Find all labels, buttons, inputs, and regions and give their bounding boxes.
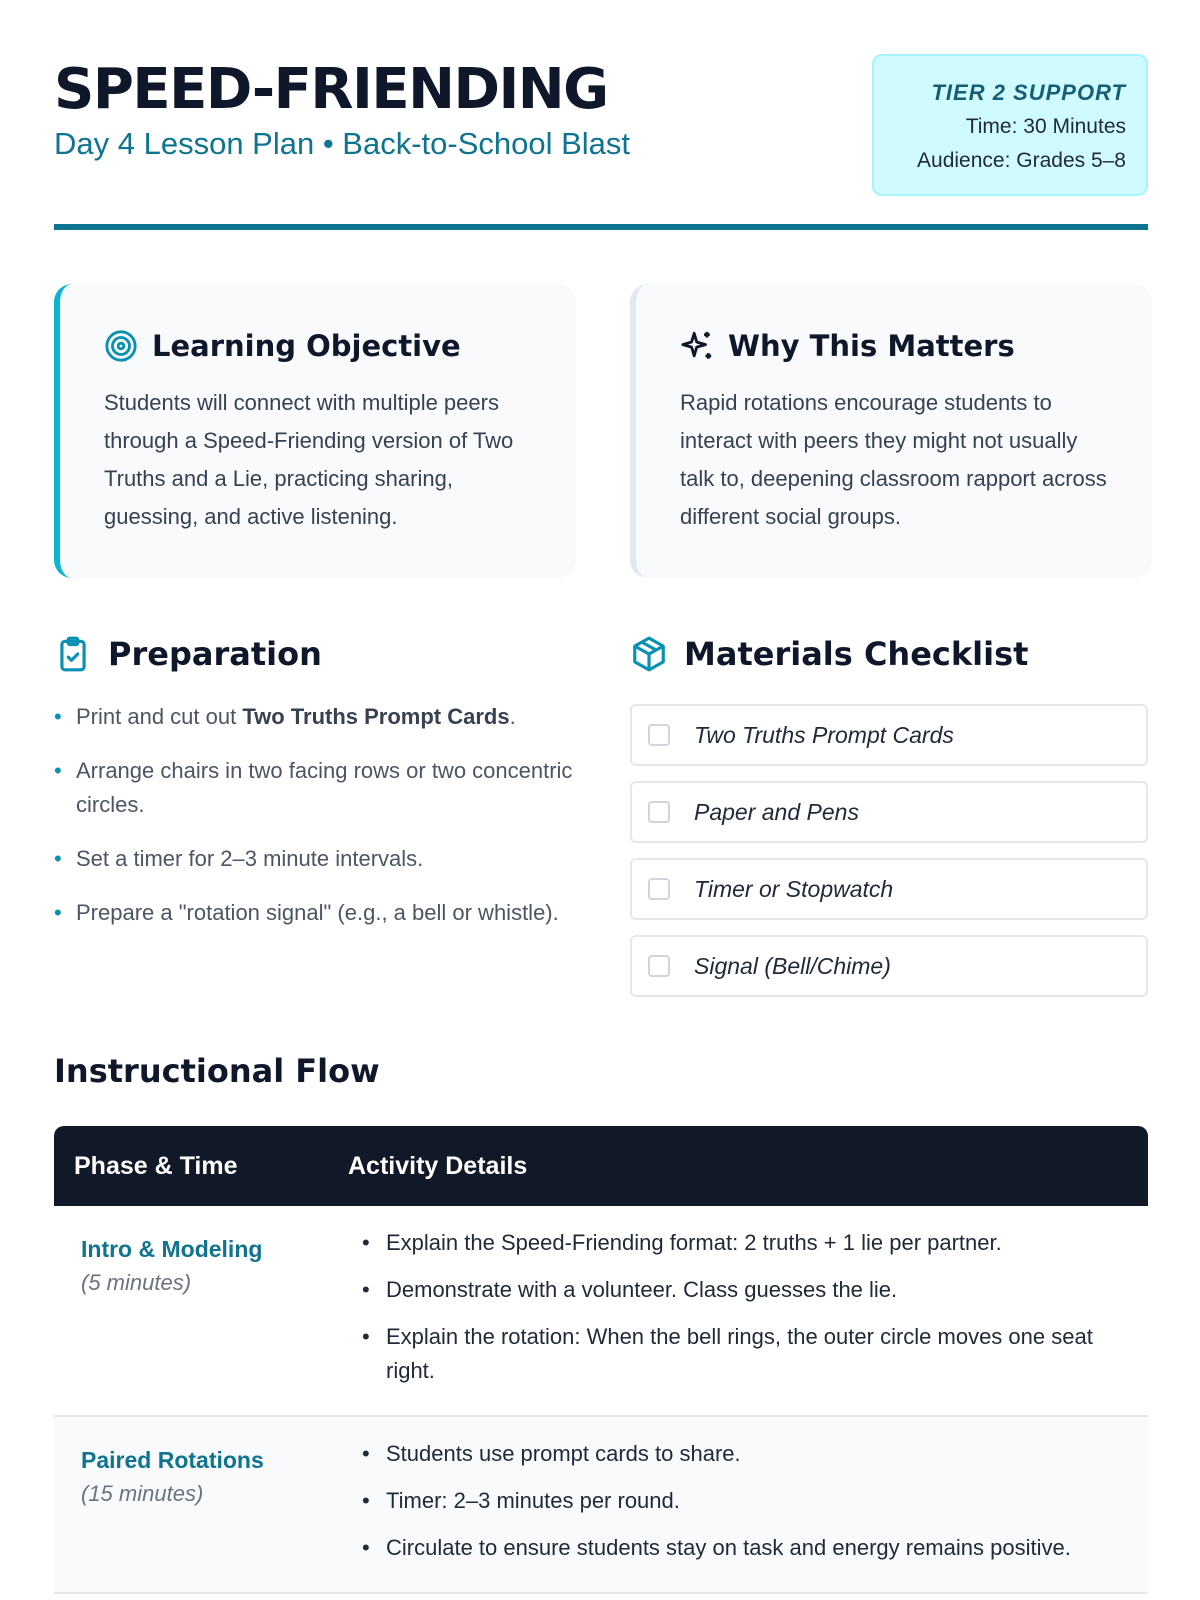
table-header xyxy=(54,1126,1148,1206)
instructional-flow-title: Instructional Flow xyxy=(54,1052,380,1090)
list-item: • Arrange chairs in two facing rows or two concentric circles. xyxy=(54,758,573,817)
list-item: • Set a timer for 2–3 minute intervals. xyxy=(54,846,424,871)
table-row xyxy=(54,1417,1148,1594)
phase-name: Paired Rotations xyxy=(81,1447,264,1473)
learning-objective-card xyxy=(54,284,576,578)
list-item: • Print and cut out Two Truths Prompt Cards. xyxy=(54,704,516,729)
why-this-matters-card xyxy=(630,284,1152,578)
materials-heading xyxy=(630,630,1028,678)
tier-audience: Audience: Grades 5–8 xyxy=(917,149,1126,172)
box-icon xyxy=(630,635,668,673)
checkbox[interactable] xyxy=(648,724,670,746)
preparation-heading xyxy=(54,630,322,678)
list-item: • Prepare a "rotation signal" (e.g., a bell or whistle). xyxy=(54,900,559,925)
materials-title: Materials Checklist xyxy=(684,635,1029,673)
column-header-activity: Activity Details xyxy=(348,1151,528,1180)
checkbox[interactable] xyxy=(648,801,670,823)
target-icon xyxy=(104,329,138,363)
tier-badge xyxy=(872,54,1148,196)
sparkles-icon xyxy=(680,329,714,363)
header-divider xyxy=(54,224,1148,230)
page-title: SPEED-FRIENDING xyxy=(54,57,608,122)
list-item: • Timer: 2–3 minutes per round. xyxy=(348,1484,1118,1518)
phase-time: (15 minutes) xyxy=(81,1481,204,1506)
checklist-label: Signal (Bell/Chime) xyxy=(694,952,891,979)
instructional-flow-table xyxy=(54,1126,1148,1594)
learning-objective-text: Students will connect with multiple peers through a Speed-Friending version of Two Truths and a Lie, practicing sharing, guessing, and active listening. xyxy=(104,390,514,529)
activity-list xyxy=(348,1226,1118,1388)
phase-time: (5 minutes) xyxy=(81,1270,192,1295)
checklist-item[interactable] xyxy=(630,935,1148,997)
phase-name: Intro & Modeling xyxy=(81,1236,263,1262)
why-this-matters-title: Why This Matters xyxy=(728,329,1015,363)
list-item: • Demonstrate with a volunteer. Class guesses the lie. xyxy=(348,1273,1118,1307)
lesson-header xyxy=(54,52,1148,230)
checklist-item[interactable] xyxy=(630,781,1148,843)
table-row xyxy=(54,1206,1148,1417)
tier-time: Time: 30 Minutes xyxy=(965,115,1126,138)
clipboard-check-icon xyxy=(54,635,92,673)
list-item: • Circulate to ensure students stay on task and energy remains positive. xyxy=(348,1531,1118,1565)
list-item: • Explain the rotation: When the bell rings, the outer circle moves one seat right. xyxy=(348,1320,1118,1388)
checkbox[interactable] xyxy=(648,955,670,977)
activity-list xyxy=(348,1437,1118,1565)
list-item: • Students use prompt cards to share. xyxy=(348,1437,1118,1471)
checklist-label: Paper and Pens xyxy=(694,798,859,825)
checkbox[interactable] xyxy=(648,878,670,900)
materials-checklist xyxy=(630,704,1148,1012)
list-item: • Explain the Speed-Friending format: 2 truths + 1 lie per partner. xyxy=(348,1226,1118,1260)
checklist-item[interactable] xyxy=(630,858,1148,920)
page-subtitle: Day 4 Lesson Plan • Back-to-School Blast xyxy=(54,126,631,161)
preparation-list xyxy=(54,700,574,950)
preparation-title: Preparation xyxy=(108,635,322,673)
checklist-label: Timer or Stopwatch xyxy=(694,875,894,902)
checklist-item[interactable] xyxy=(630,704,1148,766)
checklist-label: Two Truths Prompt Cards xyxy=(694,721,954,748)
column-header-phase: Phase & Time xyxy=(74,1151,238,1180)
learning-objective-title: Learning Objective xyxy=(152,329,461,363)
why-this-matters-text: Rapid rotations encourage students to interact with peers they might not usually talk to, deepening classroom rapport across different social groups. xyxy=(680,390,1107,529)
tier-label: TIER 2 SUPPORT xyxy=(931,80,1126,105)
